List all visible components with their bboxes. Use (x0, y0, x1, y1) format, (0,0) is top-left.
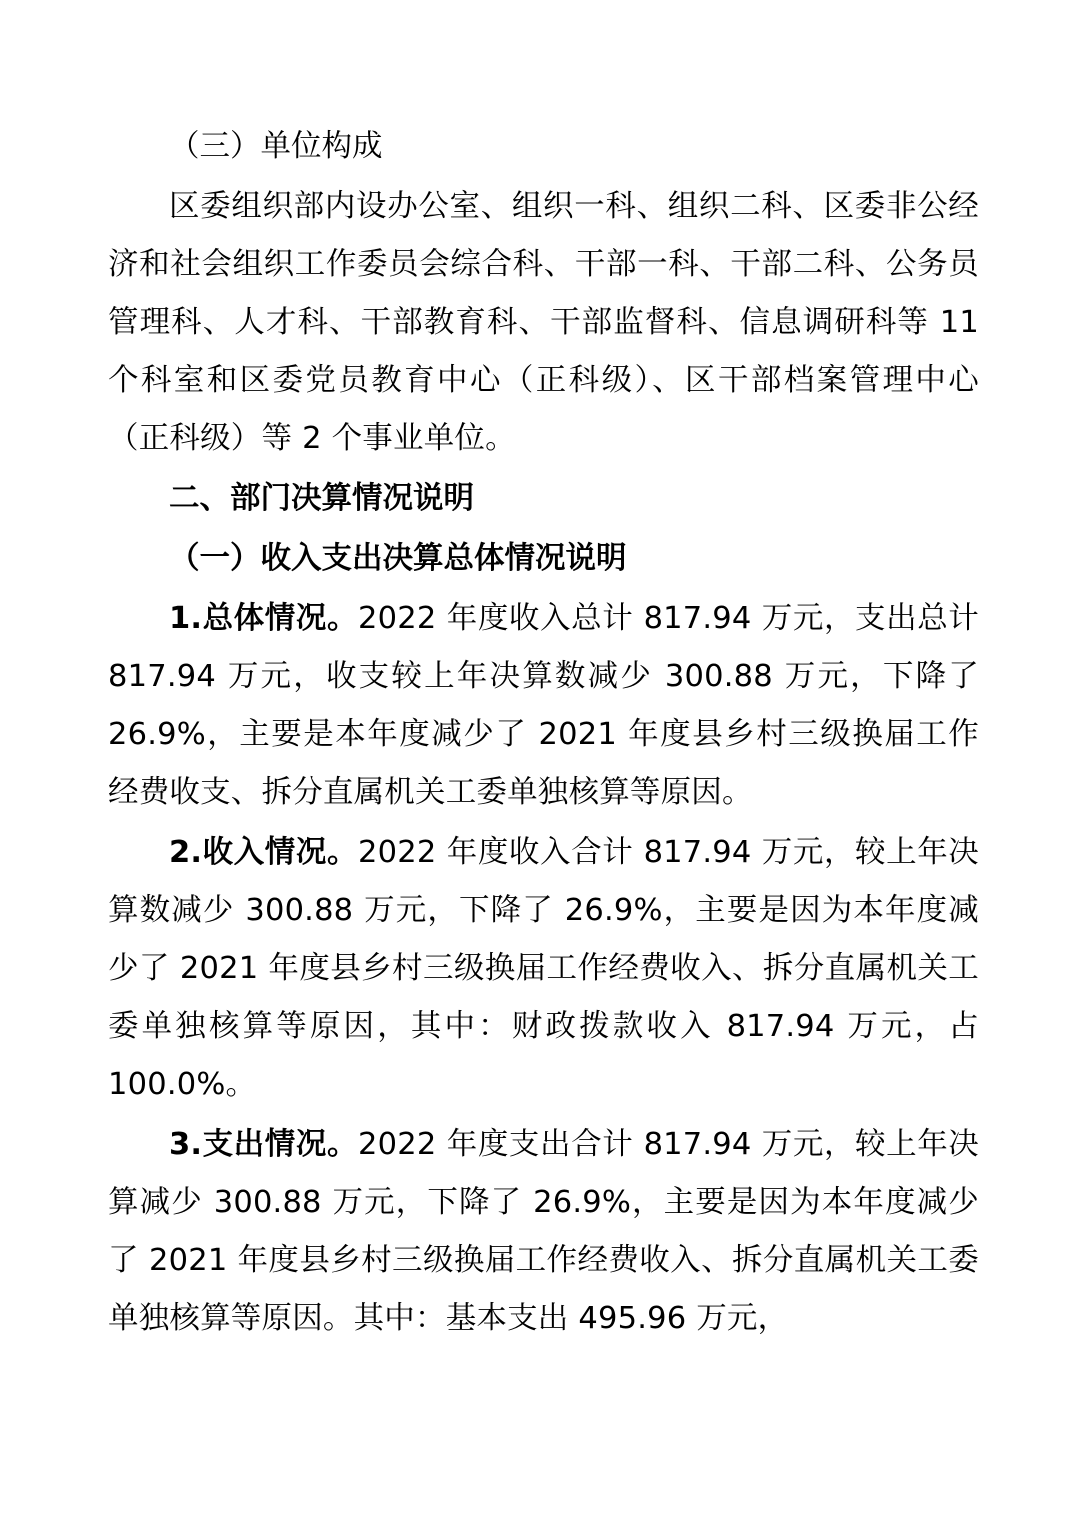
paragraph-overall-situation-lead: 1.总体情况。 (169, 601, 359, 636)
paragraph-income-situation (108, 824, 979, 1114)
paragraph-unit-composition: 区委组织部内设办公室、组织一科、组织二科、区委非公经济和社会组织工作委员会综合科、干部一科、干部二科、公务员管理科、人才科、干部教育科、干部监督科、信息调研科等 11 个科室和区委党员教育中心（正科级）、区干部档案管理中心（正科级）等 2 个事业单位。 (108, 189, 979, 456)
paragraph-income-situation-lead: 2.收入情况。 (169, 835, 359, 870)
paragraph-expenditure-situation (108, 1116, 979, 1348)
paragraph-overall-situation (108, 590, 979, 822)
document-body (108, 118, 979, 1348)
paragraph-income-situation-text: 2022 年度收入合计 817.94 万元，较上年决算数减少 300.88 万元，下降了 26.9%，主要是因为本年度减少了 2021 年度县乡村三级换届工作经费收入、拆分直属机关工委单独核算等原因，其中：财政拨款收入 817.94 万元，占 100.0%。 (108, 835, 979, 1102)
section-heading-department-final-accounts: 二、部门决算情况说明 (169, 481, 474, 516)
paragraph-expenditure-situation-lead: 3.支出情况。 (169, 1127, 359, 1162)
section-heading-unit-composition: （三）单位构成 (169, 129, 383, 164)
paragraph-expenditure-situation-text: 2022 年度支出合计 817.94 万元，较上年决算减少 300.88 万元，下降了 26.9%，主要是因为本年度减少了 2021 年度县乡村三级换届工作经费收入、拆分直属机关工委单独核算等原因。其中：基本支出 495.96 万元， (108, 1127, 979, 1336)
paragraph-overall-situation-text: 2022 年度收入总计 817.94 万元，支出总计 817.94 万元，收支较上年决算数减少 300.88 万元，下降了 26.9%，主要是本年度减少了 2021 年度县乡村三级换届工作经费收支、拆分直属机关工委单独核算等原因。 (108, 601, 979, 810)
section-heading-income-expenditure-overview: （一）收入支出决算总体情况说明 (169, 541, 627, 576)
